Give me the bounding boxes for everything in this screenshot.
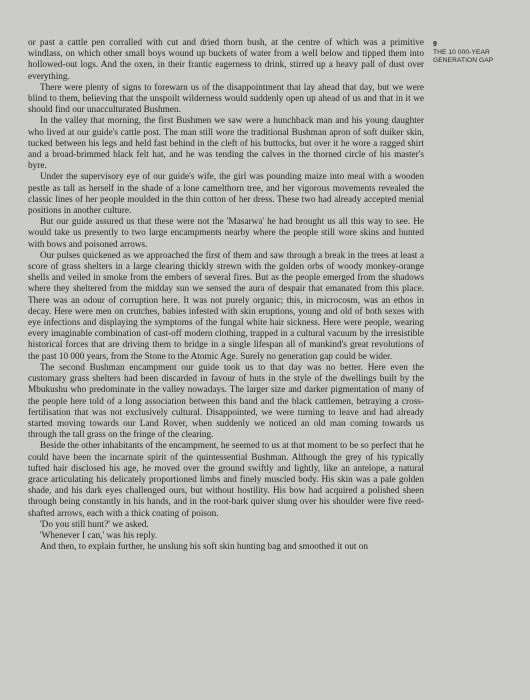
- section-title: THE 10 000-YEAR GENERATION GAP: [433, 49, 494, 64]
- paragraph: Beside the other inhabitants of the encampment, he seemed to us at that moment to be so perfect that he could have been the incarnate spirit of the quintessential Bushman. Although the grey of his typically tufted hair disclosed his age, he moved over the ground swiftly and lightly, like an antelope, a natural grace articulating his delicately proportioned limbs and finely muscled body. His skin was a pale golden shade, and his dark eyes challenged ours, but without hostility. His bow had acquired a polished sheen through being constantly in his hands, and in the root-bark quiver slung over his shoulder were five reed-shafted arrows, each with a thick coating of poison.: [28, 441, 424, 519]
- paragraph: 'Whenever I can,' was his reply.: [40, 530, 158, 541]
- paragraph: Under the supervisory eye of our guide's wife, the girl was pounding maize into meal with a wooden pestle as tall as herself in the shade of a lone camelthorn tree, and her vigorous movements revealed the classic lines of her people moulded in the thin cotton of her dress. These two had already accepted menial positions in another culture.: [28, 172, 424, 217]
- paragraph: Our pulses quickened as we approached the first of them and saw through a break in the trees at least a score of grass shelters in a large clearing thickly strewn with the golden orbs of woody monkey-orange shells and veiled in smoke from the embers of several fires. But as the people emerged from the shadows where they sheltered from the midday sun we sensed the aura of despair that emanated from this place. There was an odour of corruption here. It was not purely organic; this, in microcosm, was an ethos in decay. Here were men on crutches, babies infested with skin eruptions, young and old of both sexes with eye infections and displaying the symptoms of the fungal white hair sickness. Here were people, wearing every imaginable combination of cast-off modern clothing, trapped in a cultural vacuum by the irresistible historical forces that are driving them to bridge in a single lifespan all of mankind's great revolutions of the past 10 000 years, from the Stone to the Atomic Age. Surely no generation gap could be wider.: [28, 250, 424, 362]
- body-text: [28, 38, 424, 553]
- paragraph: or past a cattle pen corralled with cut and dried thorn bush, at the centre of which was a primitive windlass, on which other small boys wound up buckets of water from a well below and tipped them into hollowed-out logs. And the oxen, in their frantic eagerness to drink, stirred up a heavy pall of dust over everything.: [28, 38, 424, 82]
- paragraph: 'Do you still hunt?' we asked.: [40, 519, 149, 530]
- paragraph: But our guide assured us that these were not the 'Masarwa' he had brought us all this way to see. He would take us presently to two large encampments nearby where the people still wore skins and hunted with bows and poisoned arrows.: [28, 217, 424, 250]
- paragraph: There were plenty of signs to forewarn us of the disappointment that lay ahead that day, but we were blind to them, believing that the unspoilt wilderness would suddenly open up ahead of us and that in it we should find our unacculturated Bushmen.: [28, 82, 424, 116]
- paragraph: And then, to explain further, he unslung his soft skin hunting bag and smoothed it out on: [40, 542, 368, 553]
- paragraph: The second Bushman encampment our guide took us to that day was no better. Here even the customary grass shelters had been discarded in favour of huts in the style of the dwellings built by the Mbukushu who predominate in the valley nowadays. The larger size and darker pigmentation of many of the people here told of a long association between this band and the black cattlemen, betraying a cross-fertilisation that was not exclusively cultural. Disappointed, we were turning to leave and had already started moving towards our Land Rover, when suddenly we noticed an old man coming towards us through the tall grass on the fringe of the clearing.: [28, 362, 424, 441]
- page-number: 9: [433, 41, 437, 48]
- running-head: [433, 41, 523, 65]
- paragraph: In the valley that morning, the first Bushmen we saw were a hunchback man and his young daughter who lived at our guide's cattle post. The man still wore the traditional Bushman apron of soft duiker skin, tucked between his legs and held fast behind in the cleft of his buttocks, but over it he wore a ragged shirt and a broad-brimmed black felt hat, and he was tending the calves in the thorned circle of his master's byre.: [28, 116, 424, 172]
